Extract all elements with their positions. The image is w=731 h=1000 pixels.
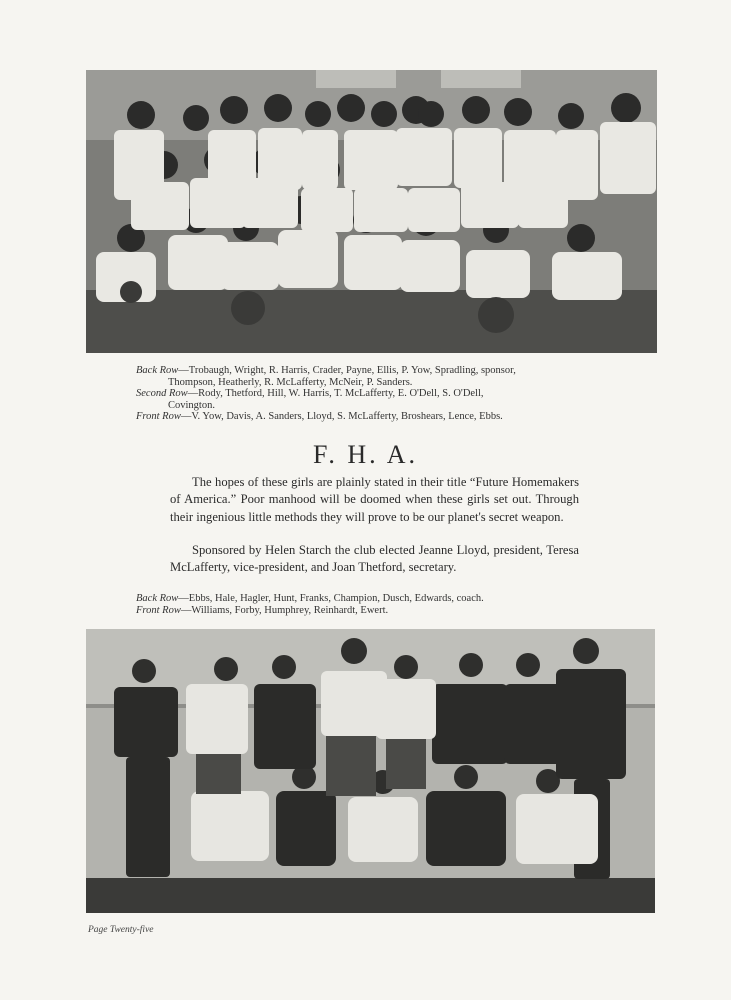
page-title: F. H. A. xyxy=(313,440,418,469)
paragraph-text: The hopes of these girls are plainly stated in their title “Future Homemakers of America.” Poor manhood will be doomed when these girls set out. Through their ingenious little methods they will prove to be our planet's secret weapon. xyxy=(170,475,579,524)
girls-group-photo xyxy=(86,70,657,353)
girls-group-photo-graphic xyxy=(86,70,657,353)
second-row-names: —Rody, Thetford, Hill, W. Harris, T. McLafferty, E. O'Dell, S. O'Dell, xyxy=(187,388,484,399)
girls-photo-caption xyxy=(136,365,611,423)
second-row-names-continued: Covington. xyxy=(168,399,215,411)
boys-group-photo xyxy=(86,629,655,913)
caption-front-row xyxy=(136,411,611,423)
paragraph-text: Sponsored by Helen Starch the club elected Jeanne Lloyd, president, Teresa McLafferty, vice-president, and Joan Thetford, secretary. xyxy=(170,543,579,575)
description-paragraph xyxy=(170,474,579,526)
back-row-names-continued: Thompson, Heatherly, R. McLafferty, McNeir, P. Sanders. xyxy=(168,376,413,388)
boys-group-photo-graphic xyxy=(86,629,655,913)
caption-second-row xyxy=(136,388,611,400)
front-row-label: Front Row xyxy=(136,604,181,616)
second-row-label: Second Row xyxy=(136,388,188,399)
caption-back-row xyxy=(136,593,611,605)
front-row-names: —Williams, Forby, Humphrey, Reinhardt, Ewert. xyxy=(180,604,389,616)
caption-back-row xyxy=(136,365,611,377)
back-row-names: —Trobaugh, Wright, R. Harris, Crader, Payne, Ellis, P. Yow, Spradling, sponsor, xyxy=(178,365,516,376)
back-row-label: Back Row xyxy=(136,593,179,604)
caption-front-row xyxy=(136,605,611,617)
officers-paragraph xyxy=(170,542,579,577)
page-number: Page Twenty-five xyxy=(88,925,154,935)
front-row-names: —V. Yow, Davis, A. Sanders, Lloyd, S. McLafferty, Broshears, Lence, Ebbs. xyxy=(180,411,503,422)
boys-photo-caption xyxy=(136,593,611,616)
front-row-label: Front Row xyxy=(136,411,181,422)
back-row-label: Back Row xyxy=(136,365,179,376)
back-row-names: —Ebbs, Hale, Hagler, Hunt, Franks, Champion, Dusch, Edwards, coach. xyxy=(178,593,484,604)
